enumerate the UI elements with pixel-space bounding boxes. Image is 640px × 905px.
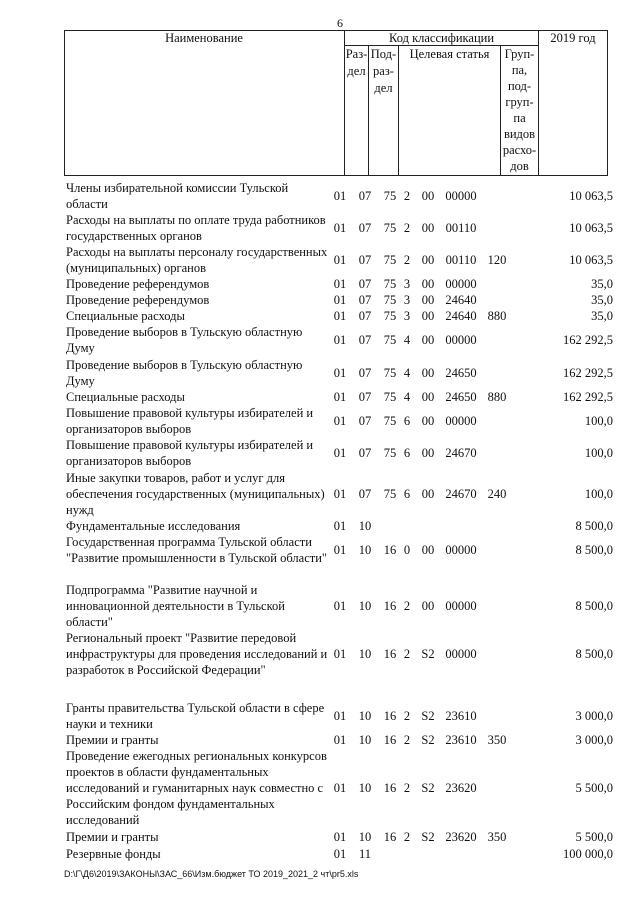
table-row [0, 534, 640, 566]
code-razdel: 01 [333, 390, 347, 404]
code-podrazdel: 07 [358, 366, 372, 380]
row-amount: 100,0 [584, 487, 613, 501]
code-podrazdel: 10 [358, 519, 372, 533]
row-name: Проведение референдумов [66, 293, 210, 307]
code-razdel: 01 [333, 277, 347, 291]
code-razdel: 01 [333, 366, 347, 380]
page-number: 6 [337, 16, 343, 30]
code-p1: 16 [383, 733, 397, 747]
code-p3: S2 [421, 781, 435, 795]
code-p1: 75 [383, 277, 397, 291]
code-razdel: 01 [333, 709, 347, 723]
code-vid: 880 [487, 390, 507, 404]
code-p3: 00 [421, 366, 435, 380]
row-amount: 5 500,0 [575, 830, 613, 844]
code-razdel: 01 [333, 487, 347, 501]
code-p3: S2 [421, 830, 435, 844]
row-name: Проведение ежегодных региональных конкурсов проектов в области фундаментальных исследований и гуманитарных наук совместно с Российским фондом фундаментальных исследований [66, 749, 327, 827]
code-podrazdel: 07 [358, 253, 372, 267]
row-amount: 8 500,0 [575, 647, 613, 661]
code-p1: 75 [383, 414, 397, 428]
code-p1: 75 [383, 189, 397, 203]
code-p4: 24640 [445, 309, 477, 323]
code-p2: 2 [403, 647, 411, 661]
code-podrazdel: 07 [358, 446, 372, 460]
code-razdel: 01 [333, 781, 347, 795]
table-row [0, 308, 640, 324]
code-p2: 4 [403, 333, 411, 347]
code-podrazdel: 07 [358, 390, 372, 404]
row-name: Расходы на выплаты персоналу государственных (муниципальных) органов [66, 245, 328, 275]
code-vid: 350 [487, 830, 507, 844]
code-p4: 00000 [445, 647, 477, 661]
code-podrazdel: 07 [358, 293, 372, 307]
code-vid: 240 [487, 487, 507, 501]
row-name: Премии и гранты [66, 830, 159, 844]
table-row [0, 829, 640, 845]
table-row [0, 276, 640, 292]
code-p4: 00000 [445, 333, 477, 347]
code-p2: 6 [403, 414, 411, 428]
code-razdel: 01 [333, 847, 347, 861]
code-p1: 16 [383, 543, 397, 557]
row-name: Специальные расходы [66, 390, 185, 404]
code-p2: 3 [403, 293, 411, 307]
code-p1: 75 [383, 221, 397, 235]
table-row [0, 357, 640, 389]
table-row [0, 292, 640, 308]
code-razdel: 01 [333, 543, 347, 557]
code-p3: 00 [421, 414, 435, 428]
row-name: Члены избирательной комиссии Тульской области [66, 181, 289, 211]
code-p1: 75 [383, 293, 397, 307]
table-row [0, 630, 640, 678]
table-header [64, 30, 608, 176]
code-p1: 75 [383, 366, 397, 380]
code-podrazdel: 10 [358, 781, 372, 795]
code-razdel: 01 [333, 221, 347, 235]
row-amount: 35,0 [591, 309, 613, 323]
code-p4: 23620 [445, 830, 477, 844]
table-row [0, 405, 640, 437]
table-row [0, 748, 640, 828]
row-amount: 162 292,5 [563, 366, 613, 380]
table-row [0, 212, 640, 244]
code-p4: 00110 [445, 221, 477, 235]
table-row [0, 470, 640, 518]
code-p4: 23620 [445, 781, 477, 795]
code-p1: 16 [383, 781, 397, 795]
code-p2: 3 [403, 277, 411, 291]
code-p4: 24650 [445, 390, 477, 404]
code-p3: 00 [421, 189, 435, 203]
code-razdel: 01 [333, 189, 347, 203]
code-podrazdel: 10 [358, 709, 372, 723]
table-row [0, 700, 640, 732]
code-p3: S2 [421, 733, 435, 747]
code-p2: 3 [403, 309, 411, 323]
header-podrazdel: Под- раз- дел [370, 47, 397, 95]
code-p3: 00 [421, 487, 435, 501]
table-row [0, 518, 640, 534]
row-amount: 162 292,5 [563, 333, 613, 347]
code-p4: 00000 [445, 543, 477, 557]
code-razdel: 01 [333, 293, 347, 307]
code-p1: 75 [383, 333, 397, 347]
table-row [0, 437, 640, 469]
code-p1: 75 [383, 309, 397, 323]
row-name: Проведение выборов в Тульскую областную Думу [66, 325, 303, 355]
row-amount: 10 063,5 [569, 189, 613, 203]
code-p2: 0 [403, 543, 411, 557]
file-path-footer: D:\Г\Д6\2019\ЗАКОНЫ\ЗАС_66\Изм.бюджет ТО 2019_2021_2 чт\pr5.xls [64, 869, 359, 879]
code-p1: 75 [383, 253, 397, 267]
code-p3: 00 [421, 221, 435, 235]
header-razdel: Раз- дел [345, 47, 368, 78]
code-podrazdel: 07 [358, 487, 372, 501]
code-vid: 120 [487, 253, 507, 267]
code-razdel: 01 [333, 519, 347, 533]
row-amount: 100,0 [584, 446, 613, 460]
code-razdel: 01 [333, 647, 347, 661]
row-name: Проведение выборов в Тульскую областную Думу [66, 358, 303, 388]
header-target-article: Целевая статья [409, 47, 490, 61]
code-p4: 24670 [445, 487, 477, 501]
row-amount: 8 500,0 [575, 599, 613, 613]
header-year: 2019 год [550, 31, 596, 45]
code-p2: 2 [403, 189, 411, 203]
row-name: Фундаментальные исследования [66, 519, 241, 533]
row-amount: 10 063,5 [569, 253, 613, 267]
code-p4: 00000 [445, 599, 477, 613]
table-row [0, 324, 640, 356]
code-p2: 2 [403, 253, 411, 267]
code-p3: 00 [421, 333, 435, 347]
row-name: Резервные фонды [66, 847, 161, 861]
row-amount: 100 000,0 [563, 847, 613, 861]
row-name: Государственная программа Тульской области "Развитие промышленности в Тульской области" [66, 535, 328, 565]
code-razdel: 01 [333, 599, 347, 613]
code-p3: 00 [421, 309, 435, 323]
row-name: Гранты правительства Тульской области в сфере науки и техники [66, 701, 325, 731]
code-p4: 00000 [445, 189, 477, 203]
code-p3: 00 [421, 599, 435, 613]
code-p1: 75 [383, 390, 397, 404]
code-podrazdel: 10 [358, 830, 372, 844]
code-p3: 00 [421, 390, 435, 404]
code-p3: S2 [421, 647, 435, 661]
code-razdel: 01 [333, 309, 347, 323]
table-row [0, 846, 640, 862]
code-podrazdel: 07 [358, 277, 372, 291]
row-amount: 8 500,0 [575, 519, 613, 533]
code-p4: 24670 [445, 446, 477, 460]
row-amount: 10 063,5 [569, 221, 613, 235]
code-p2: 4 [403, 366, 411, 380]
row-amount: 35,0 [591, 277, 613, 291]
code-p2: 4 [403, 390, 411, 404]
table-row [0, 180, 640, 212]
row-amount: 3 000,0 [575, 709, 613, 723]
row-name: Повышение правовой культуры избирателей и организаторов выборов [66, 406, 314, 436]
code-p2: 2 [403, 221, 411, 235]
code-podrazdel: 10 [358, 543, 372, 557]
row-amount: 162 292,5 [563, 390, 613, 404]
code-vid: 880 [487, 309, 507, 323]
row-name: Повышение правовой культуры избирателей и организаторов выборов [66, 438, 314, 468]
code-p1: 16 [383, 709, 397, 723]
code-razdel: 01 [333, 830, 347, 844]
code-razdel: 01 [333, 253, 347, 267]
row-name: Проведение референдумов [66, 277, 210, 291]
code-p3: 00 [421, 293, 435, 307]
table-row [0, 244, 640, 276]
code-p4: 24650 [445, 366, 477, 380]
row-name: Специальные расходы [66, 309, 185, 323]
code-p4: 00000 [445, 277, 477, 291]
row-name: Иные закупки товаров, работ и услуг для обеспечения государственных (муниципальных) нужд [66, 471, 325, 517]
row-name: Региональный проект "Развитие передовой инфраструктуры для проведения исследований и разработок в Российской Федерации" [66, 631, 328, 677]
code-p2: 2 [403, 709, 411, 723]
table-row [0, 732, 640, 748]
code-p2: 2 [403, 781, 411, 795]
row-name: Подпрограмма "Развитие научной и инновационной деятельности в Тульской области" [66, 583, 285, 629]
row-name: Премии и гранты [66, 733, 159, 747]
code-p3: 00 [421, 277, 435, 291]
code-p3: 00 [421, 446, 435, 460]
code-p2: 2 [403, 733, 411, 747]
row-amount: 3 000,0 [575, 733, 613, 747]
code-razdel: 01 [333, 333, 347, 347]
code-p1: 75 [383, 446, 397, 460]
code-p3: 00 [421, 253, 435, 267]
table-row [0, 389, 640, 405]
code-p1: 75 [383, 487, 397, 501]
table-row [0, 582, 640, 630]
code-p2: 6 [403, 446, 411, 460]
code-p1: 16 [383, 599, 397, 613]
code-p4: 23610 [445, 733, 477, 747]
code-p4: 00000 [445, 414, 477, 428]
code-p3: S2 [421, 709, 435, 723]
row-amount: 5 500,0 [575, 781, 613, 795]
header-code-group: Код классификации [388, 31, 495, 45]
header-name: Наименование [165, 31, 243, 45]
code-podrazdel: 10 [358, 733, 372, 747]
code-p2: 2 [403, 830, 411, 844]
code-p4: 23610 [445, 709, 477, 723]
header-expense-group: Груп- па, под- груп- па видов расхо- дов [502, 47, 537, 173]
code-podrazdel: 07 [358, 309, 372, 323]
code-razdel: 01 [333, 733, 347, 747]
code-podrazdel: 07 [358, 333, 372, 347]
row-amount: 35,0 [591, 293, 613, 307]
code-p4: 00110 [445, 253, 477, 267]
code-razdel: 01 [333, 446, 347, 460]
code-vid: 350 [487, 733, 507, 747]
code-p1: 16 [383, 830, 397, 844]
row-amount: 8 500,0 [575, 543, 613, 557]
code-p1: 16 [383, 647, 397, 661]
code-podrazdel: 10 [358, 599, 372, 613]
code-p4: 24640 [445, 293, 477, 307]
code-p3: 00 [421, 543, 435, 557]
code-p2: 6 [403, 487, 411, 501]
code-podrazdel: 10 [358, 647, 372, 661]
row-amount: 100,0 [584, 414, 613, 428]
code-podrazdel: 07 [358, 221, 372, 235]
code-podrazdel: 07 [358, 189, 372, 203]
code-p2: 2 [403, 599, 411, 613]
code-podrazdel: 11 [358, 847, 372, 861]
row-name: Расходы на выплаты по оплате труда работников государственных органов [66, 213, 326, 243]
code-podrazdel: 07 [358, 414, 372, 428]
code-razdel: 01 [333, 414, 347, 428]
